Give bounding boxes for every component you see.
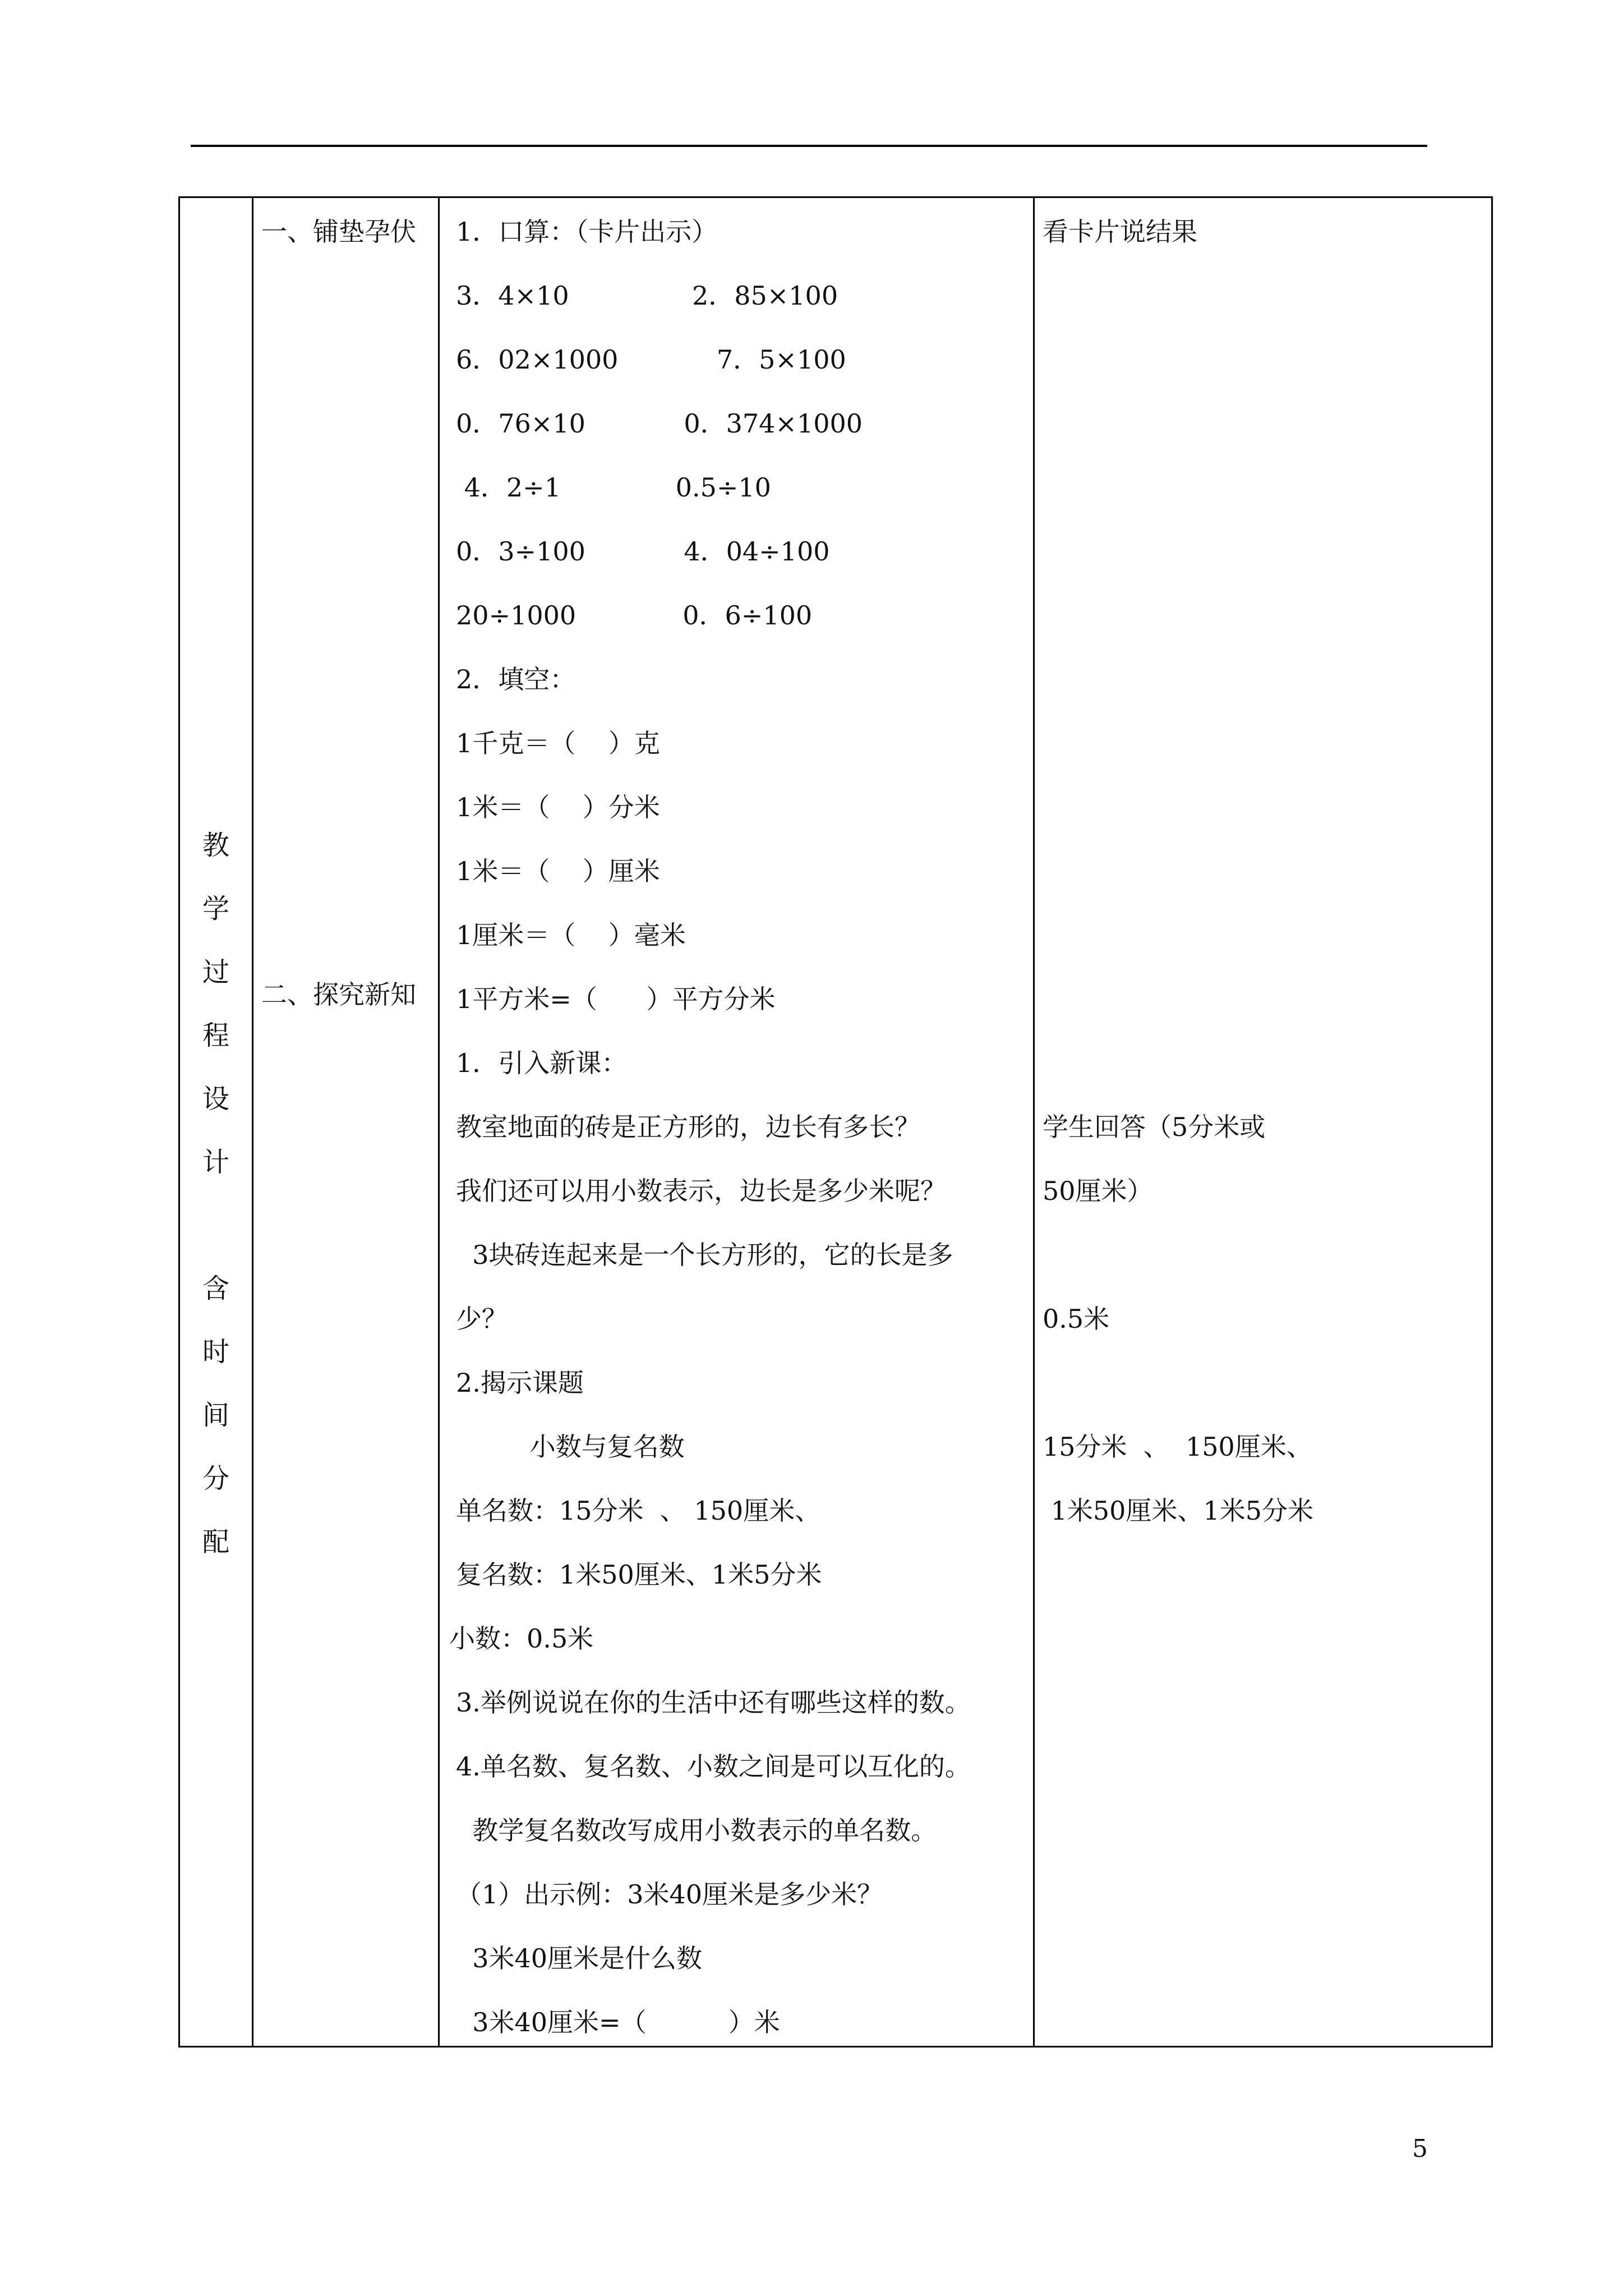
content-line: 3米40厘米=（ ）米 <box>456 2007 780 2037</box>
header-rule <box>191 145 1427 147</box>
student-line: 15分米 、 150厘米、 <box>1043 1432 1312 1462</box>
content-line: 少？ <box>456 1304 508 1334</box>
content-line: 1米＝（ ）分米 <box>456 792 660 822</box>
vertical-char: 教 <box>202 830 229 861</box>
content-line: 2.揭示课题 <box>456 1368 584 1398</box>
student-line: 50厘米） <box>1043 1176 1153 1206</box>
content-line: 3块砖连起来是一个长方形的，它的长是多 <box>456 1240 953 1270</box>
content-line: 1．口算：（卡片出示） <box>456 217 718 247</box>
vertical-char: 设 <box>202 1083 229 1115</box>
content-line: 1厘米＝（ ）毫米 <box>456 920 686 950</box>
content-line: 教室地面的砖是正方形的，边长有多长？ <box>456 1112 920 1142</box>
column-divider <box>438 198 440 2046</box>
stage-title: 一、铺垫孕伏 <box>261 217 416 247</box>
content-line: 4.单名数、复名数、小数之间是可以互化的。 <box>456 1751 971 1782</box>
content-line: 3米40厘米是什么数 <box>456 1943 703 1973</box>
content-line: 单名数：15分米 、 150厘米、 <box>456 1496 821 1526</box>
content-line: 6．02×1000 7．5×100 <box>456 344 846 375</box>
content-line: 0．3÷100 4．04÷100 <box>456 536 830 567</box>
page-number: 5 <box>1412 2134 1428 2163</box>
column-divider <box>1033 198 1035 2046</box>
content-line: 小数与复名数 <box>456 1432 685 1462</box>
content-line: 复名数：1米50厘米、1米5分米 <box>456 1559 822 1590</box>
content-line: 4．2÷1 0.5÷10 <box>456 472 771 503</box>
content-line: 小数：0.5米 <box>449 1623 594 1654</box>
student-line: 学生回答（5分米或 <box>1043 1112 1266 1142</box>
content-line: 1米＝（ ）厘米 <box>456 856 660 886</box>
vertical-char: 时 <box>202 1336 229 1368</box>
vertical-char: 程 <box>202 1020 229 1051</box>
vertical-char: 过 <box>202 956 229 988</box>
vertical-char: 配 <box>202 1526 229 1558</box>
content-line: 3.举例说说在你的生活中还有哪些这样的数。 <box>456 1687 971 1718</box>
vertical-label <box>180 198 252 2049</box>
content-line: 我们还可以用小数表示，边长是多少米呢？ <box>456 1176 946 1206</box>
stage-title: 二、探究新知 <box>261 979 416 1010</box>
vertical-char: 学 <box>202 893 229 924</box>
content-line: 3．4×10 2．85×100 <box>456 280 838 311</box>
content-line: 2．填空： <box>456 664 576 694</box>
content-line: （1）出示例：3米40厘米是多少米？ <box>456 1879 883 1910</box>
vertical-char: 分 <box>202 1463 229 1494</box>
vertical-char: 间 <box>202 1400 229 1431</box>
student-line: 看卡片说结果 <box>1043 217 1197 247</box>
content-line: 教学复名数改写成用小数表示的单名数。 <box>456 1815 937 1846</box>
lesson-table <box>178 196 1493 2047</box>
content-line: 0．76×10 0．374×1000 <box>456 408 863 439</box>
content-line: 1．引入新课： <box>456 1048 628 1078</box>
content-line: 1平方米=（ ）平方分米 <box>456 984 776 1014</box>
content-line: 20÷1000 0．6÷100 <box>456 600 813 631</box>
vertical-char: 计 <box>202 1147 229 1178</box>
column-divider <box>252 198 253 2046</box>
student-line: 1米50厘米、1米5分米 <box>1043 1496 1313 1526</box>
vertical-char: 含 <box>202 1273 229 1304</box>
content-line: 1千克＝（ ）克 <box>456 728 660 758</box>
student-line: 0.5米 <box>1043 1304 1110 1334</box>
